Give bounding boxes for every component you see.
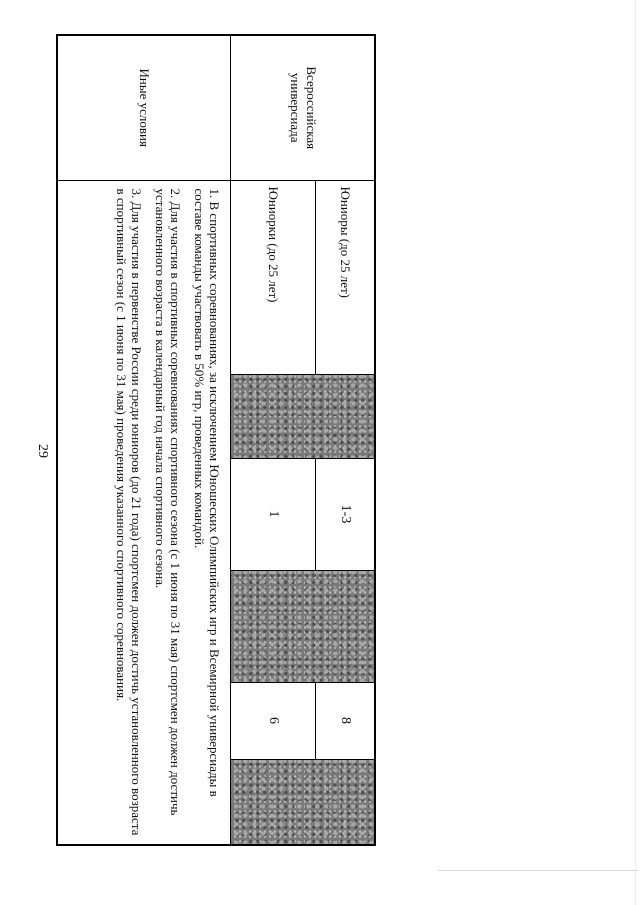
category-cell-universiade: Всероссийская универсиада [231,35,375,180]
rotated-page [58,34,376,844]
page-number: 29 [35,444,50,458]
scan-edge-line [438,870,638,871]
value-cell: 1 [231,458,316,570]
row-label-junior-women: Юниорки (до 25 лет) [231,180,316,374]
table-row [316,35,375,845]
condition-text: 3. Для участия в первенстве России среди юниоров (до 21 года) спортсмен должен достичь установленного возраста в спортивный сезон (с 1 июня по 31 мая) проведения указанного спортивного соревнования. [114,188,145,836]
condition-text: 2. Для участия в спортивных соревнованиях спортивного сезона (с 1 июня по 31 мая) спортсмен должен достичь установленного возраста в календарный год начала спортивного сезона. [153,188,184,816]
shaded-cell [231,759,375,845]
conditions-cell [57,180,231,845]
row-label-juniors: Юниоры (до 25 лет) [316,180,375,374]
standards-table [56,34,376,846]
value-cell: 1-3 [316,458,375,570]
value-cell: 8 [316,682,375,759]
shaded-cell [231,374,375,458]
shaded-cell [231,570,375,682]
value-cell: 6 [231,682,316,759]
condition-text: 1. В спортивных соревнованиях, за исключением Юношеских Олимпийских игр и Всемирной универсиады в составе команды участвовать в 50% игр, проведенных командой. [192,188,223,797]
category-cell-other-conditions: Иные условия [57,35,231,180]
page-edge-line [635,0,636,905]
table-row [57,35,231,845]
